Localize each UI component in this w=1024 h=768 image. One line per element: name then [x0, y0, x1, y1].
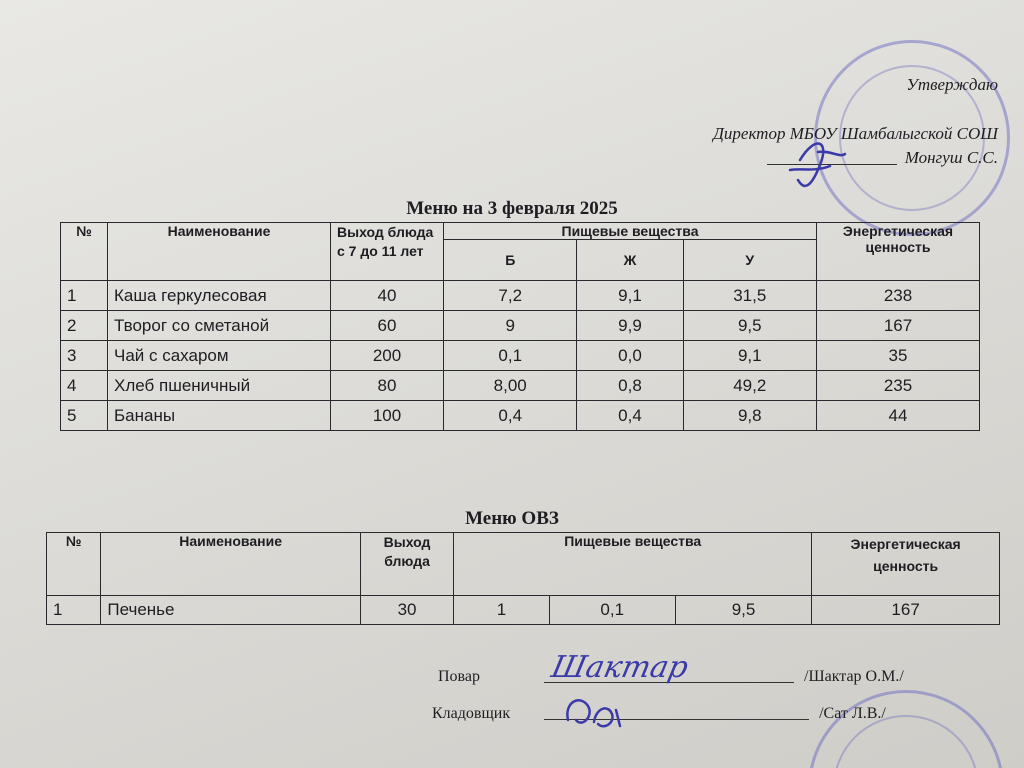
cell-protein: 9 [444, 311, 577, 341]
cell-carbs: 9,5 [683, 311, 816, 341]
cell-num: 2 [61, 311, 108, 341]
cell-output: 100 [331, 401, 444, 431]
cell-output: 30 [360, 596, 453, 625]
header-output: Выход блюда [360, 533, 453, 596]
header-num: № [47, 533, 101, 596]
cook-handwritten-signature: Шактар [548, 650, 692, 685]
cook-role-label: Повар [438, 668, 480, 685]
cell-num: 4 [61, 371, 108, 401]
cell-output: 60 [331, 311, 444, 341]
header-nutrients: Пищевые вещества [454, 533, 812, 596]
cell-num: 5 [61, 401, 108, 431]
ovz-menu-title: Меню ОВЗ [465, 508, 559, 529]
table-row [47, 596, 1000, 625]
director-position: Директор МБОУ Шамбалыгской СОШ [713, 124, 998, 144]
table-row [61, 401, 980, 431]
cell-output: 40 [331, 281, 444, 311]
cell-name: Творог со сметаной [108, 311, 331, 341]
header-energy: Энергетическая ценность [812, 533, 1000, 596]
table-row [61, 311, 980, 341]
header-output: Выход блюда с 7 до 11 лет [331, 223, 444, 281]
cell-fat: 0,0 [577, 341, 683, 371]
cell-protein: 1 [454, 596, 549, 625]
cell-carbs: 31,5 [683, 281, 816, 311]
header-fat: Ж [577, 240, 683, 281]
table-row [61, 371, 980, 401]
table-row [61, 341, 980, 371]
cell-output: 200 [331, 341, 444, 371]
approval-heading: Утверждаю [906, 75, 998, 94]
cell-energy: 167 [812, 596, 1000, 625]
cell-output: 80 [331, 371, 444, 401]
header-protein: Б [444, 240, 577, 281]
school-stamp-bottom [808, 690, 1004, 768]
table-header-row [47, 533, 1000, 596]
cell-carbs: 9,8 [683, 401, 816, 431]
cell-name: Бананы [108, 401, 331, 431]
cell-protein: 0,1 [444, 341, 577, 371]
header-name: Наименование [108, 223, 331, 281]
cell-num: 1 [47, 596, 101, 625]
cell-fat: 9,1 [577, 281, 683, 311]
storekeeper-signature-row [432, 705, 886, 723]
cell-num: 1 [61, 281, 108, 311]
cook-name: /Шактар О.М./ [804, 668, 904, 685]
storekeeper-signature-mark [560, 690, 630, 735]
cell-energy: 44 [817, 401, 980, 431]
table-row [61, 281, 980, 311]
cell-protein: 0,4 [444, 401, 577, 431]
cell-name: Хлеб пшеничный [108, 371, 331, 401]
header-num: № [61, 223, 108, 281]
cell-name: Печенье [101, 596, 361, 625]
menu-table [60, 222, 980, 431]
ovz-menu-table [46, 532, 1000, 625]
header-name: Наименование [101, 533, 361, 596]
cell-fat: 0,8 [577, 371, 683, 401]
cell-energy: 35 [817, 341, 980, 371]
cell-carbs: 9,1 [683, 341, 816, 371]
storekeeper-name: /Сат Л.В./ [819, 705, 886, 722]
cell-num: 3 [61, 341, 108, 371]
cell-energy: 235 [817, 371, 980, 401]
header-nutrients: Пищевые вещества [444, 223, 817, 240]
cell-name: Чай с сахаром [108, 341, 331, 371]
cell-fat: 0,1 [549, 596, 675, 625]
director-name: Монгуш С.С. [904, 147, 998, 167]
cell-protein: 8,00 [444, 371, 577, 401]
cell-energy: 167 [817, 311, 980, 341]
cell-carbs: 49,2 [683, 371, 816, 401]
director-signature-mark [770, 130, 860, 200]
cell-fat: 9,9 [577, 311, 683, 341]
cell-fat: 0,4 [577, 401, 683, 431]
header-carbs: У [683, 240, 816, 281]
cell-energy: 238 [817, 281, 980, 311]
cell-carbs: 9,5 [675, 596, 811, 625]
header-energy: Энергетическая ценность [817, 223, 980, 281]
cell-protein: 7,2 [444, 281, 577, 311]
menu-title: Меню на 3 февраля 2025 [406, 198, 618, 219]
table-header-row [61, 223, 980, 240]
cell-name: Каша геркулесовая [108, 281, 331, 311]
storekeeper-role-label: Кладовщик [432, 705, 511, 722]
